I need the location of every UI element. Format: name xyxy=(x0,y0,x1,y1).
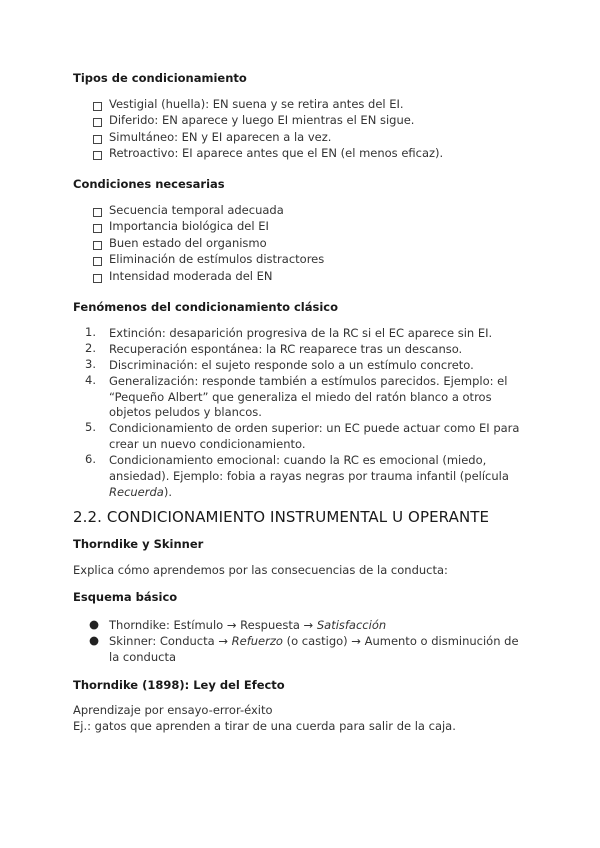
closing-paren: ). xyxy=(163,485,172,499)
bullet-icon: ● xyxy=(89,617,100,631)
numbered-item-line: ansiedad). Ejemplo: fobia a rayas negras por trauma infantil (película xyxy=(109,469,509,483)
bullet-item-skinner-line2: la conducta xyxy=(109,650,177,664)
numbered-item-line: crear un nuevo condicionamiento. xyxy=(109,437,306,451)
bullet-italic: Satisfacción xyxy=(316,618,387,632)
chapter-heading: 2.2. CONDICIONAMIENTO INSTRUMENTAL U OPERANTE xyxy=(73,508,490,526)
numbered-item-line: Discriminación: el sujeto responde solo a un estímulo concreto. xyxy=(109,358,474,372)
paragraph-line: Ej.: gatos que aprenden a tirar de una cuerda para salir de la caja. xyxy=(73,719,456,733)
checklist-item: Buen estado del organismo xyxy=(109,236,267,250)
section-heading-condiciones: Condiciones necesarias xyxy=(73,177,225,191)
checkbox-icon[interactable] xyxy=(93,208,102,217)
checklist-item: Simultáneo: EN y EI aparecen a la vez. xyxy=(109,130,332,144)
bullet-item-thorndike xyxy=(109,617,386,634)
checklist-item: Diferido: EN aparece y luego EI mientras el EN sigue. xyxy=(109,113,415,127)
section-heading-tipos: Tipos de condicionamiento xyxy=(73,71,247,85)
bullet-item-skinner xyxy=(109,633,519,650)
bullet-text: Thorndike: Estímulo → Respuesta → xyxy=(109,618,317,632)
checkbox-icon[interactable] xyxy=(93,274,102,283)
checklist-item: Secuencia temporal adecuada xyxy=(109,203,284,217)
numbered-item-line: Extinción: desaparición progresiva de la RC si el EC aparece sin EI. xyxy=(109,326,493,340)
list-number: 2. xyxy=(85,341,96,355)
list-number: 5. xyxy=(85,420,96,434)
subheading-ley-efecto: Thorndike (1898): Ley del Efecto xyxy=(73,678,285,692)
intro-paragraph: Explica cómo aprendemos por las consecuencias de la conducta: xyxy=(73,563,448,577)
checkbox-icon[interactable] xyxy=(93,118,102,127)
numbered-item-line: Condicionamiento emocional: cuando la RC es emocional (miedo, xyxy=(109,453,487,467)
numbered-item-line: Recuperación espontánea: la RC reaparece tras un descanso. xyxy=(109,342,463,356)
checkbox-icon[interactable] xyxy=(93,241,102,250)
film-title: Recuerda xyxy=(109,485,164,499)
numbered-item-line xyxy=(109,484,172,501)
checklist-item: Intensidad moderada del EN xyxy=(109,269,273,283)
list-number: 4. xyxy=(85,373,96,387)
checkbox-icon[interactable] xyxy=(93,135,102,144)
paragraph-line: Aprendizaje por ensayo-error-éxito xyxy=(73,703,273,717)
subheading-esquema: Esquema básico xyxy=(73,590,178,604)
checklist-item: Eliminación de estímulos distractores xyxy=(109,252,325,266)
section-heading-fenomenos: Fenómenos del condicionamiento clásico xyxy=(73,300,338,314)
checklist-item: Vestigial (huella): EN suena y se retira antes del EI. xyxy=(109,97,404,111)
numbered-item-line: objetos peludos y blancos. xyxy=(109,405,262,419)
list-number: 3. xyxy=(85,357,96,371)
checklist-item: Retroactivo: EI aparece antes que el EN (el menos eficaz). xyxy=(109,146,444,160)
list-number: 6. xyxy=(85,452,96,466)
checkbox-icon[interactable] xyxy=(93,102,102,111)
subheading-thorndike-skinner: Thorndike y Skinner xyxy=(73,537,204,551)
bullet-icon: ● xyxy=(89,633,100,647)
numbered-item-line: “Pequeño Albert” que generaliza el miedo del ratón blanco a otros xyxy=(109,390,492,404)
bullet-text: (o castigo) → Aumento o disminución de xyxy=(282,634,519,648)
list-number: 1. xyxy=(85,325,96,339)
checkbox-icon[interactable] xyxy=(93,151,102,160)
bullet-text: Skinner: Conducta → xyxy=(109,634,232,648)
checkbox-icon[interactable] xyxy=(93,257,102,266)
bullet-italic: Refuerzo xyxy=(231,634,283,648)
numbered-item-line: Generalización: responde también a estímulos parecidos. Ejemplo: el xyxy=(109,374,508,388)
numbered-item-line: Condicionamiento de orden superior: un EC puede actuar como EI para xyxy=(109,421,520,435)
checkbox-icon[interactable] xyxy=(93,224,102,233)
checklist-item: Importancia biológica del EI xyxy=(109,219,269,233)
